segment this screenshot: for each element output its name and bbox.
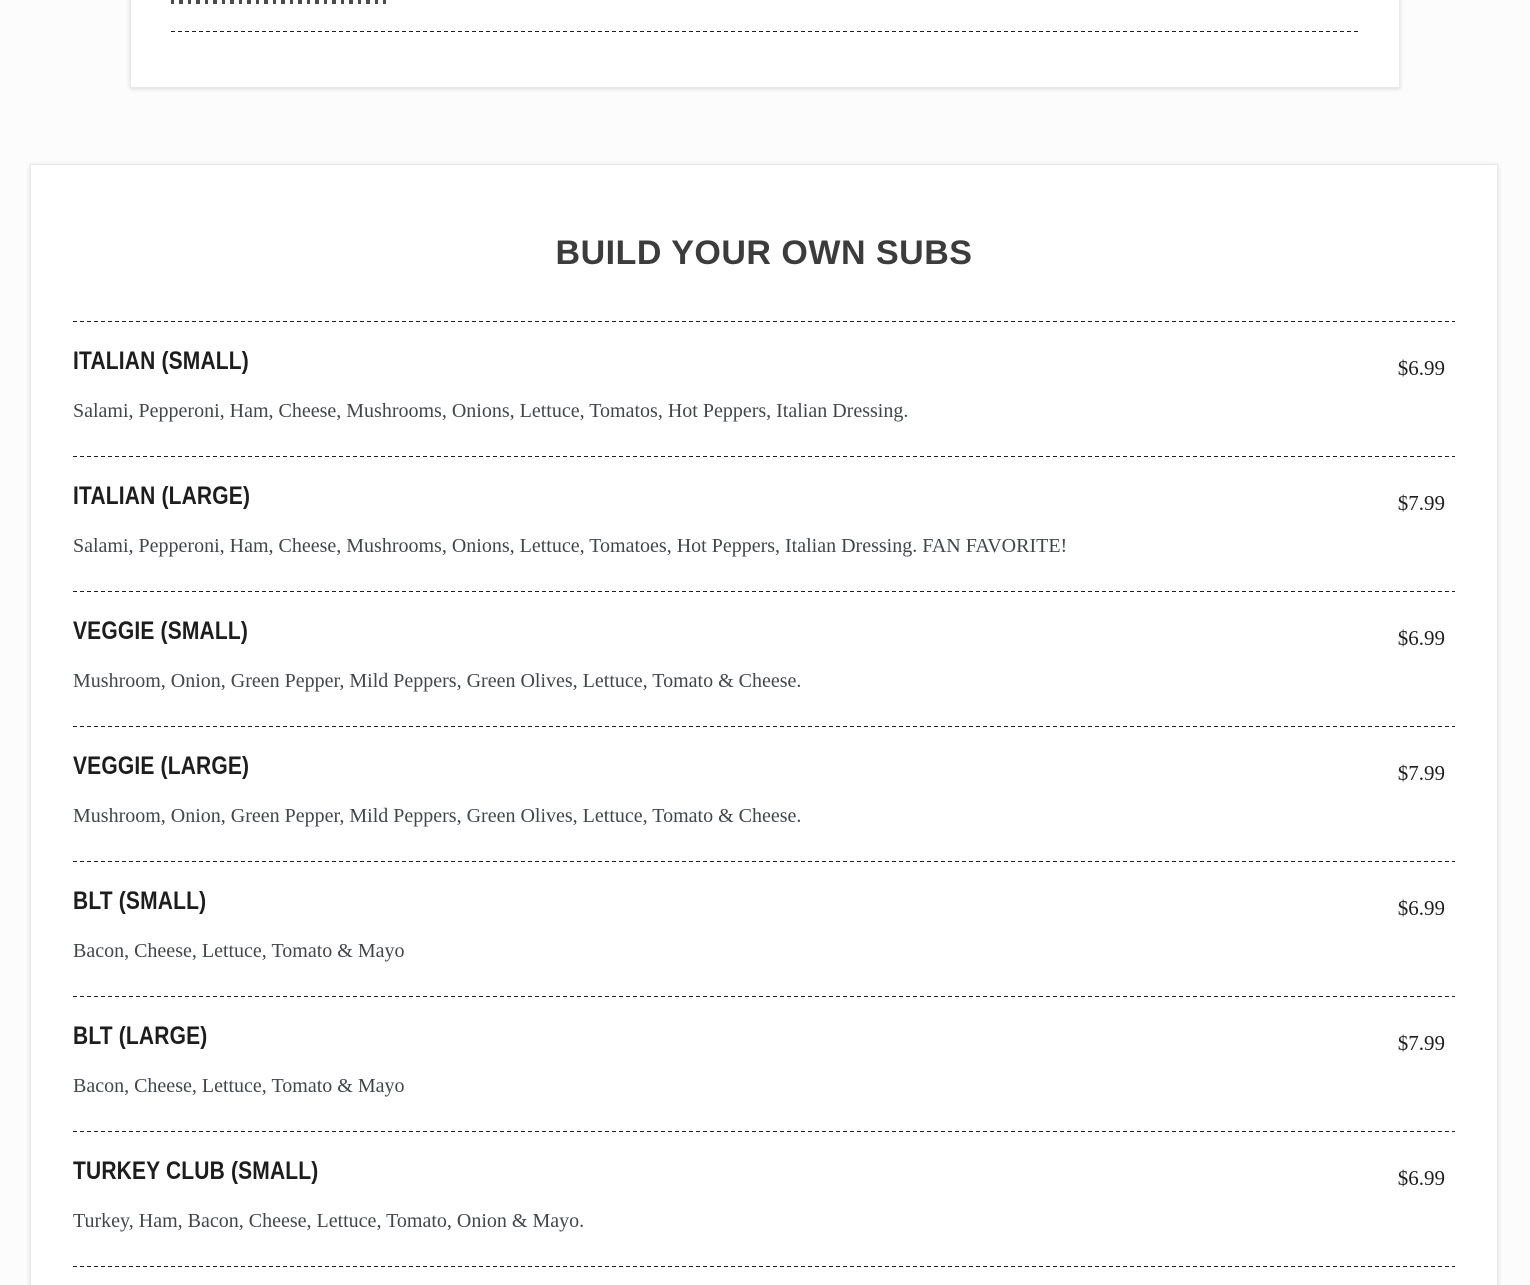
menu-item	[73, 726, 1455, 861]
menu-item-name: TURKEY CLUB (SMALL)	[73, 1157, 319, 1185]
menu-item	[73, 321, 1455, 456]
menu-item	[73, 1131, 1455, 1266]
menu-item-description: Turkey, Ham, Bacon, Cheese, Lettuce, Tomato, Onion & Mayo.	[73, 1210, 585, 1232]
dashed-separator	[171, 31, 1361, 32]
menu-item-description: Mushroom, Onion, Green Pepper, Mild Peppers, Green Olives, Lettuce, Tomato & Cheese.	[73, 670, 802, 692]
menu-item-price: $6.99	[1397, 896, 1445, 920]
dashed-separator	[73, 1266, 1455, 1267]
menu-item-price: $7.99	[1397, 1031, 1445, 1055]
previous-section-card	[130, 0, 1400, 88]
menu-item-description: Mushroom, Onion, Green Pepper, Mild Peppers, Green Olives, Lettuce, Tomato & Cheese.	[73, 805, 802, 827]
menu-item	[73, 996, 1455, 1131]
menu-item-name: VEGGIE (SMALL)	[73, 617, 249, 645]
menu-item-name: ITALIAN (LARGE)	[73, 482, 251, 510]
menu-item-price: $6.99	[1397, 626, 1445, 650]
menu-item-name: BLT (LARGE)	[73, 1022, 208, 1050]
clipped-item-title-remnant	[171, 0, 386, 4]
menu-item-name: BLT (SMALL)	[73, 887, 207, 915]
build-your-own-subs-card	[30, 164, 1498, 1285]
menu-item-description: Salami, Pepperoni, Ham, Cheese, Mushrooms, Onions, Lettuce, Tomatos, Hot Peppers, Italian Dressing.	[73, 400, 909, 422]
menu-item-price: $6.99	[1397, 356, 1445, 380]
menu-item-price: $7.99	[1397, 491, 1445, 515]
section-title: BUILD YOUR OWN SUBS	[555, 234, 973, 272]
menu-item-price: $6.99	[1397, 1166, 1445, 1190]
menu-item	[73, 591, 1455, 726]
menu-item-name: ITALIAN (SMALL)	[73, 347, 249, 375]
menu-item-description: Bacon, Cheese, Lettuce, Tomato & Mayo	[73, 940, 405, 962]
menu-item-price: $7.99	[1397, 761, 1445, 785]
menu-item-name: VEGGIE (LARGE)	[73, 752, 250, 780]
menu-item	[73, 861, 1455, 996]
menu-item-description: Bacon, Cheese, Lettuce, Tomato & Mayo	[73, 1075, 405, 1097]
menu-item-list	[73, 321, 1455, 1266]
menu-item	[73, 456, 1455, 591]
menu-item-description: Salami, Pepperoni, Ham, Cheese, Mushrooms, Onions, Lettuce, Tomatoes, Hot Peppers, Italian Dressing. FAN FAVORITE!	[73, 535, 1068, 557]
